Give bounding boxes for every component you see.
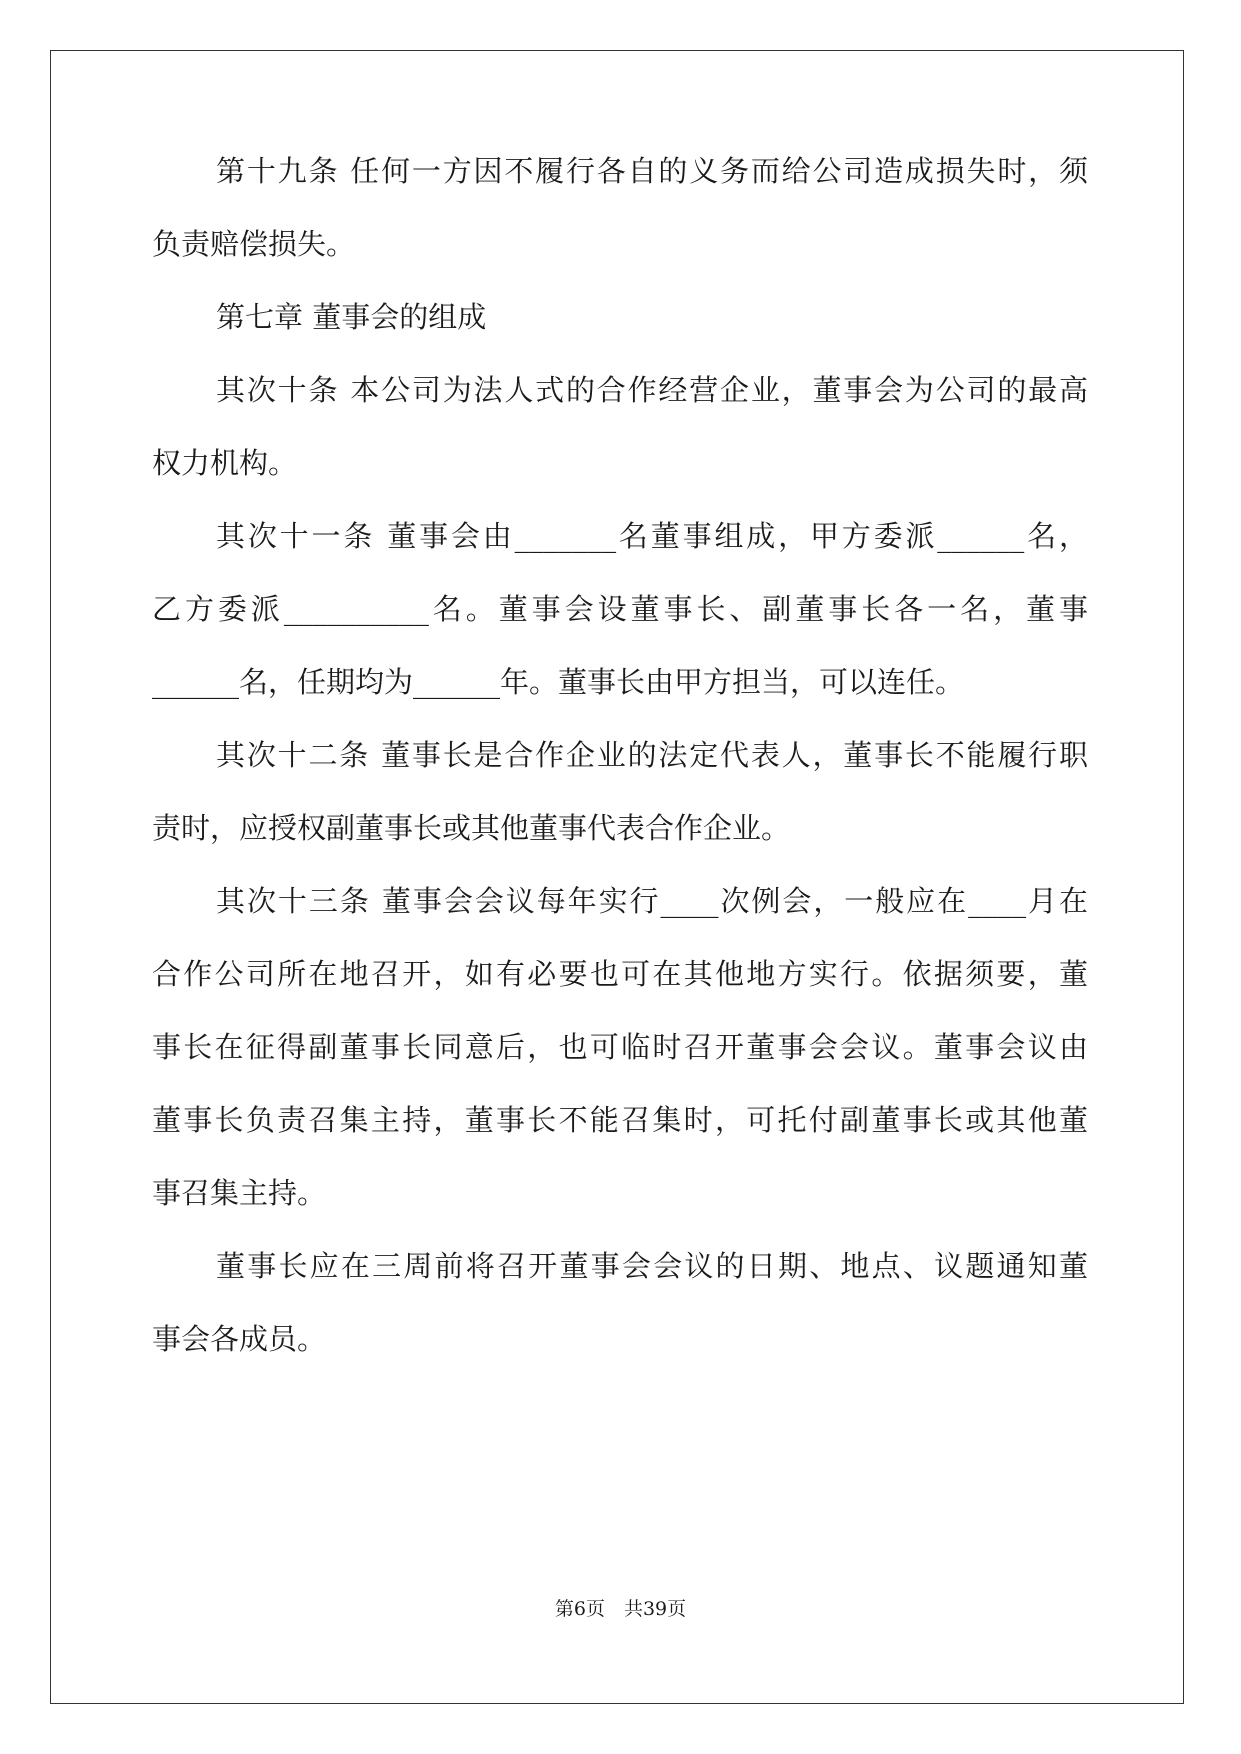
- paragraph-6-line-2: 合作公司所在地召开，如有必要也可在其他地方实行。依据须要，董: [152, 957, 1088, 991]
- paragraph-6-line-3: 事长在征得副董事长同意后，也可临时召开董事会会议。董事会议由: [152, 1030, 1088, 1064]
- paragraph-1-line-2: 负责赔偿损失。: [152, 227, 356, 261]
- paragraph-3-line-1: 其次十条 本公司为法人式的合作经营企业，董事会为公司的最高: [216, 373, 1088, 407]
- paragraph-4-line-3: ______名，任期均为______年。董事长由甲方担当，可以连任。: [152, 665, 965, 699]
- paragraph-3-line-2: 权力机构。: [152, 446, 298, 480]
- paragraph-4-line-1: 其次十一条 董事会由_______名董事组成，甲方委派______名，: [216, 519, 1088, 553]
- paragraph-1-line-1: 第十九条 任何一方因不履行各自的义务而给公司造成损失时，须: [216, 154, 1088, 188]
- paragraph-7-line-2: 事会各成员。: [152, 1322, 327, 1356]
- paragraph-7-line-1: 董事长应在三周前将召开董事会会议的日期、地点、议题通知董: [216, 1249, 1088, 1283]
- paragraph-4-line-2: 乙方委派__________名。董事会设董事长、副董事长各一名，董事: [152, 592, 1088, 626]
- paragraph-6-line-4: 董事长负责召集主持，董事长不能召集时，可托付副董事长或其他董: [152, 1103, 1088, 1137]
- page-number-footer: 第6页 共39页: [554, 1598, 687, 1620]
- paragraph-6-line-1: 其次十三条 董事会会议每年实行____次例会，一般应在____月在: [216, 884, 1088, 918]
- chapter-heading: 第七章 董事会的组成: [216, 300, 487, 334]
- paragraph-6-line-5: 事召集主持。: [152, 1176, 327, 1210]
- paragraph-5-line-1: 其次十二条 董事长是合作企业的法定代表人，董事长不能履行职: [216, 738, 1088, 772]
- paragraph-5-line-2: 责时，应授权副董事长或其他董事代表合作企业。: [152, 811, 791, 845]
